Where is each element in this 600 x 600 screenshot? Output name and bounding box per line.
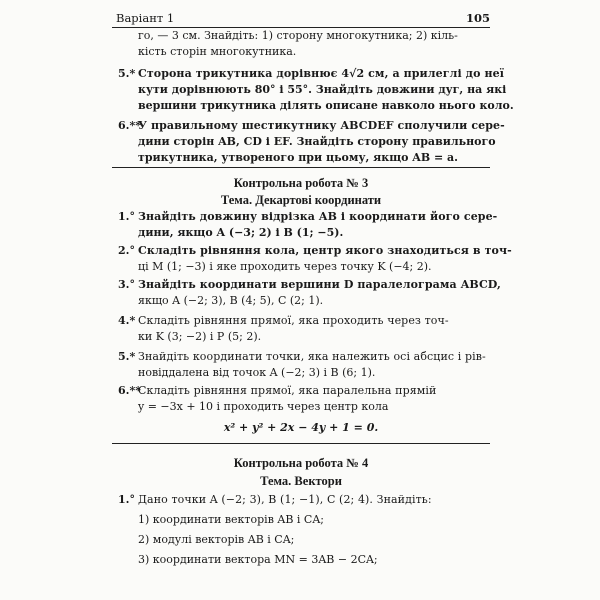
- problem-number: 5.*: [118, 67, 136, 80]
- section-subtitle: Тема. Декартові координати: [220, 193, 382, 207]
- circle-equation: x² + y² + 2x − 4y + 1 = 0.: [223, 421, 379, 434]
- problem-number: 6.**: [118, 384, 141, 397]
- problem-number: 3.°: [118, 278, 135, 291]
- book-page: Варіант 1 105 го, — 3 см. Знайдіть: 1) сторону многокутника; 2) кіль- кість сторін многокутника. 5.* Сторона трикутника дорівнює 4√2 см, а прилеглі до неї кути дорівнюють 80° і 55°. Знайдіть довжини дуг, на які вершини трикутника ділять описане навколо нього коло. 6.** У правильному шестикутнику ABCDEF сполучили сере- дини сторін AB, CD і EF. Знайдіть сторону правильного трикутника, утвореного при цьому, якщо AB = a. Контрольна робота № 3 Тема. Декартові координати 1.° Знайдіть довжину відрізка AB і координати його сере- дини, якщо A (−3; 2) і B (1; −5). 2.° Складіть рівняння кола, центр якого знаходиться в точ- ці M (1; −3) і яке проходить через точку K (−4; 2). 3.° Знайдіть координати вершини D паралелограма ABCD, якщо A (−2; 3), B (4; 5), C (2; 1). 4.* Складіть рівняння прямої, яка проходить через точ- ки K (3; −2) і P (5; 2). 5.* Знайдіть координати точки, яка належить осі абсцис і рів- новіддалена від точок A (−2; 3) і B (6; 1). 6.** Складіть рівняння прямої, яка паралельна прямій y = −3x + 10 і проходить через центр кола x² + y² + 2x − 4y + 1 = 0. Контрольна робота № 4 Тема. Вектори 1.° Дано точки A (−2; 3), B (1; −1), C (2; 4). Знайдіть: 1) координати векторів AB і CA; 2) модулі векторів AB і CA; 3) координати вектора MN = 3AB − 2CA;: [0, 0, 600, 600]
- variant-label: Варіант 1: [116, 11, 175, 25]
- problem-number: 5.*: [118, 350, 136, 363]
- problem-number: 1.°: [118, 493, 135, 506]
- problem-number: 2.°: [118, 244, 135, 257]
- section-divider: [112, 167, 490, 168]
- section-subtitle: Тема. Вектори: [260, 474, 342, 488]
- page-header: [112, 8, 490, 26]
- problem-number: 6.**: [118, 119, 141, 132]
- section-divider: [112, 443, 490, 444]
- problem-number: 4.*: [118, 314, 136, 327]
- section-title: Контрольна робота № 3: [233, 176, 369, 190]
- page-number: 105: [465, 11, 490, 25]
- section-title: Контрольна робота № 4: [233, 456, 369, 470]
- problem-number: 1.°: [118, 210, 135, 223]
